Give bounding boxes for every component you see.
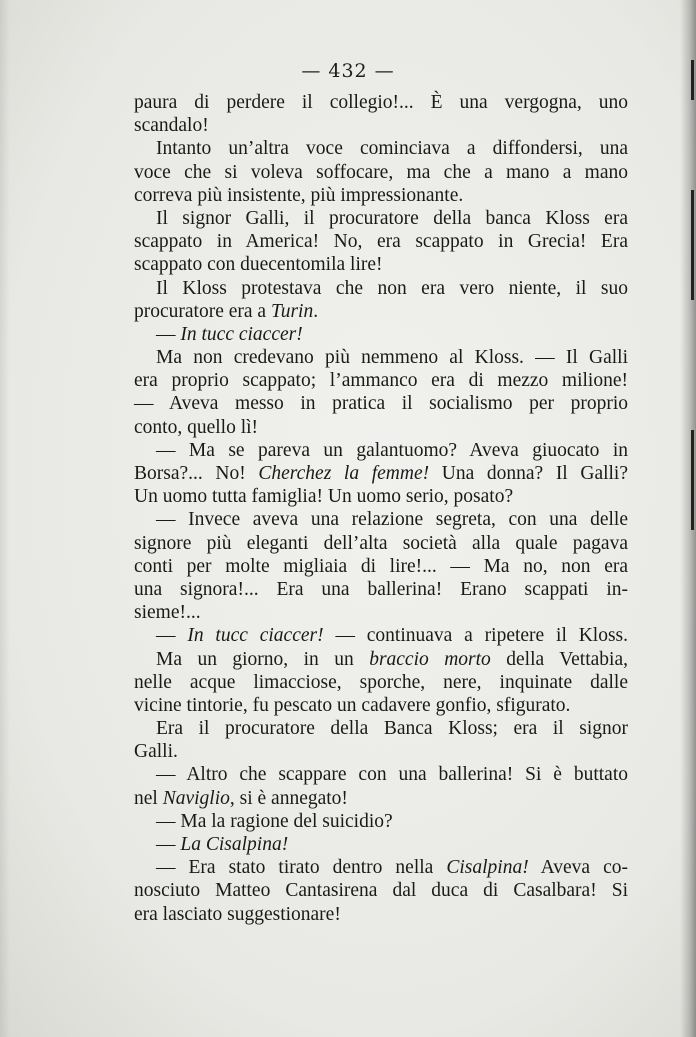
text-line: paura di perdere il collegio!... È una vergogna, uno: [134, 92, 628, 113]
text-line: conto, quello lì!: [134, 416, 259, 438]
text-line: — Invece aveva una relazione segreta, con una delle: [156, 509, 628, 531]
text-line: scandalo!: [134, 115, 209, 137]
text-line: voce che si voleva soffocare, ma che a mano a mano: [134, 161, 628, 183]
text-line: nosciuto Matteo Cantasirena dal duca di Casalbara! Si: [134, 880, 628, 902]
text-line: — Ma se pareva un galantuomo? Aveva giuocato in: [156, 439, 628, 461]
page-left-shadow: [0, 0, 10, 1037]
text-line: — La Cisalpina!: [156, 834, 289, 855]
text-line: Era il procuratore della Banca Kloss; era il signor: [156, 718, 628, 740]
page-number: — 432 —: [301, 60, 395, 82]
text-line: era proprio scappato; l’ammanco era di mezzo milione!: [134, 370, 628, 392]
text-line: vicine tintorie, fu pescato un cadavere gonfio, sfigurato.: [134, 694, 571, 716]
text-line: Il signor Galli, il procuratore della banca Kloss era: [156, 207, 628, 229]
text-line: correva più insistente, più impressionante.: [134, 184, 464, 206]
text-line: — Aveva messo in pratica il socialismo per proprio: [134, 393, 628, 415]
page-body-text: [134, 91, 628, 926]
text-line: procuratore era a Turin.: [134, 300, 319, 322]
text-line: scappato in America! No, era scappato in Grecia! Era: [134, 231, 628, 253]
text-line: Ma non credevano più nemmeno al Kloss. — Il Galli: [156, 347, 628, 369]
text-line: nel Naviglio, si è annegato!: [134, 787, 348, 809]
edge-mark: [691, 190, 694, 300]
text-line: Borsa?... No! Cherchez la femme! Una donna? Il Galli?: [134, 463, 629, 484]
text-line: — In tucc ciaccer! — continuava a ripetere il Kloss.: [156, 625, 629, 647]
text-line: Un uomo tutta famiglia! Un uomo serio, posato?: [134, 486, 514, 508]
text-line: Intanto un’altra voce cominciava a diffondersi, una: [156, 138, 628, 160]
text-line: signore più eleganti dell’alta società alla quale pagava: [134, 532, 628, 554]
text-line: sieme!...: [134, 602, 201, 624]
text-line: — Altro che scappare con una ballerina! Si è buttato: [156, 764, 628, 786]
text-line: era lasciato suggestionare!: [134, 903, 341, 925]
edge-mark: [691, 430, 694, 530]
text-line: Ma un giorno, in un braccio morto della Vettabia,: [156, 648, 628, 670]
text-line: Galli.: [134, 741, 178, 763]
text-line: — Era stato tirato dentro nella Cisalpina! Aveva co-: [156, 857, 628, 879]
text-line: scappato con duecentomila lire!: [134, 254, 383, 276]
text-line: conti per molte migliaia di lire!... — Ma no, non era: [134, 555, 628, 577]
text-line: Il Kloss protestava che non era vero niente, il suo: [156, 277, 628, 299]
text-line: — In tucc ciaccer!: [156, 323, 303, 345]
text-line: nelle acque limacciose, sporche, nere, inquinate dalle: [134, 671, 628, 693]
text-line: — Ma la ragione del suicidio?: [156, 810, 393, 832]
text-line: una signora!... Era una ballerina! Erano scappati in-: [134, 578, 628, 600]
